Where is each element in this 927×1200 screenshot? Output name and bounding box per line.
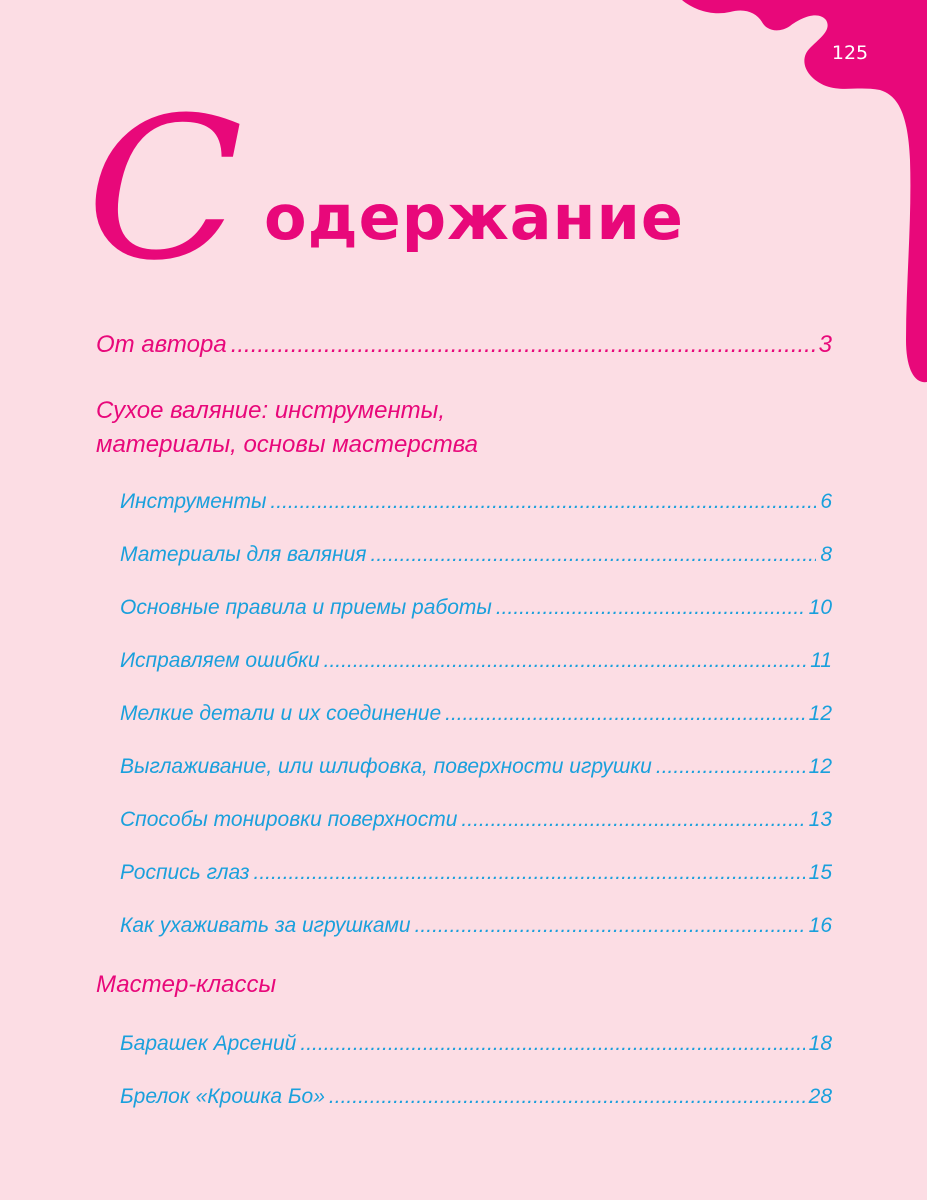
toc-entry-small-details[interactable] [120, 698, 832, 730]
toc-entry-label: Брелок «Крошка Бо» [120, 1085, 325, 1108]
toc-entry-lamb-arseniy[interactable] [120, 1028, 832, 1060]
toc-entry-label: Выглаживание, или шлифовка, поверхности игрушки [120, 755, 652, 778]
section-heading-line: материалы, основы мастерства [96, 431, 479, 458]
toc-entry-label: Барашек Арсений [120, 1032, 297, 1055]
toc-entry-smoothing[interactable] [120, 751, 832, 783]
table-of-contents [96, 326, 832, 1113]
section-heading-line: Сухое валяние: инструменты, [96, 397, 445, 424]
toc-leader-dots [324, 645, 807, 677]
toc-entry-page: 28 [808, 1085, 832, 1108]
toc-leader-dots [415, 910, 805, 942]
toc-entry-page: 3 [818, 331, 832, 358]
title-initial-letter: С [86, 76, 244, 304]
toc-leader-dots [329, 1081, 805, 1113]
section-heading-line: Мастер-классы [96, 971, 277, 998]
toc-leader-dots [254, 857, 805, 889]
toc-entry-page: 12 [808, 755, 832, 778]
toc-entry-label: Инструменты [120, 490, 267, 513]
toc-leader-dots [461, 804, 804, 836]
toc-entry-fixing-mistakes[interactable] [120, 645, 832, 677]
toc-entry-page: 15 [808, 861, 832, 884]
toc-entry-toy-care[interactable] [120, 910, 832, 942]
toc-entry-keychain-krosha-bo[interactable] [120, 1081, 832, 1113]
toc-leader-dots [370, 539, 816, 571]
toc-entry-eye-painting[interactable] [120, 857, 832, 889]
toc-section-heading-dry-felting[interactable] [96, 394, 832, 462]
toc-leader-dots [445, 698, 805, 730]
toc-entry-basic-rules[interactable] [120, 592, 832, 624]
toc-entry-label: Исправляем ошибки [120, 649, 320, 672]
toc-entry-author[interactable] [96, 326, 832, 364]
toc-entry-page: 10 [808, 596, 832, 619]
toc-leader-dots [496, 592, 805, 624]
title-rest: одержание [264, 181, 684, 254]
toc-leader-dots [656, 751, 805, 783]
toc-entry-label: Основные правила и приемы работы [120, 596, 492, 619]
toc-entry-label: Материалы для валяния [120, 543, 367, 566]
toc-entry-page: 13 [808, 808, 832, 831]
page-number: 125 [831, 42, 869, 64]
toc-entry-page: 12 [808, 702, 832, 725]
toc-entry-label: Роспись глаз [120, 861, 250, 884]
toc-entry-tools[interactable] [120, 486, 832, 518]
toc-entry-page: 6 [820, 490, 832, 513]
toc-entry-label: Мелкие детали и их соединение [120, 702, 442, 725]
toc-leader-dots [300, 1028, 804, 1060]
toc-entry-label: От автора [96, 331, 227, 358]
toc-entry-label: Способы тонировки поверхности [120, 808, 458, 831]
toc-leader-dots [270, 486, 816, 518]
toc-entry-label: Как ухаживать за игрушками [120, 914, 411, 937]
toc-entry-page: 18 [808, 1032, 832, 1055]
toc-section-heading-master-classes[interactable] [96, 968, 832, 1002]
toc-leader-dots [231, 326, 815, 364]
toc-entry-page: 11 [810, 649, 832, 672]
toc-entry-page: 16 [808, 914, 832, 937]
toc-entry-page: 8 [820, 543, 832, 566]
toc-entry-materials[interactable] [120, 539, 832, 571]
toc-entry-toning[interactable] [120, 804, 832, 836]
